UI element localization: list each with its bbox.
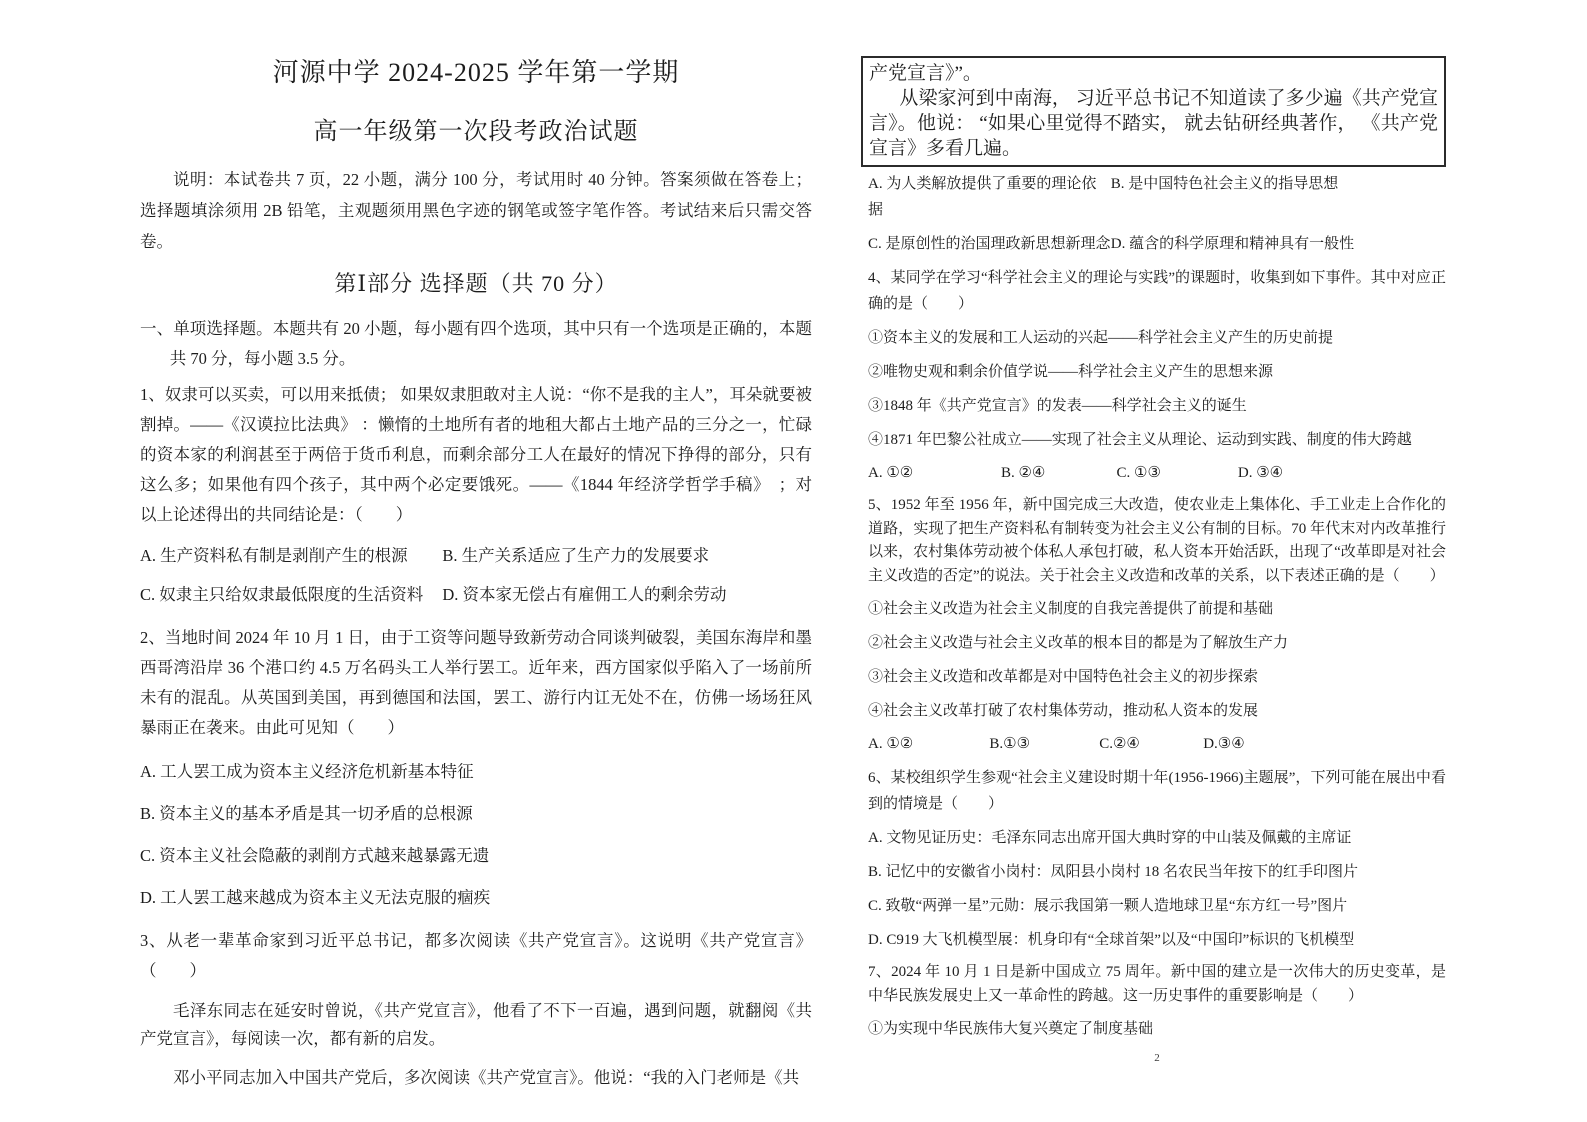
question-4-item-1: ①资本主义的发展和工人运动的兴起——科学社会主义产生的历史前提 — [868, 330, 1334, 346]
question-2-option-b: B. 资本主义的基本矛盾是其一切矛盾的总根源 — [140, 804, 473, 823]
question-4-options-row — [868, 460, 1446, 486]
question-1-option-b: B. 生产关系适应了生产力的发展要求 — [442, 546, 710, 565]
question-4-option-c: C. ①③ — [1116, 465, 1161, 481]
question-2-option-d: D. 工人罢工越来越成为资本主义无法克服的痼疾 — [140, 888, 491, 907]
left-column — [140, 0, 812, 1092]
question-3-option-d: D. 蕴含的科学原理和精神具有一般性 — [1110, 236, 1355, 252]
boxed-text-line-1: 产党宣言》”。 — [869, 63, 982, 84]
question-3-option-c: C. 是原创性的治国理政新思想新理念 — [868, 236, 1111, 252]
question-5-item-4: ④社会主义改革打破了农村集体劳动，推动私人资本的发展 — [868, 703, 1259, 719]
question-3-options-row-1 — [868, 171, 1446, 223]
right-column — [868, 0, 1446, 1064]
question-2-option-c: C. 资本主义社会隐蔽的剥削方式越来越暴露无遗 — [140, 846, 490, 865]
question-4-option-a: A. ①② — [868, 465, 914, 481]
question-5-option-d: D.③④ — [1203, 736, 1245, 752]
question-3-stem: 3、从老一辈革命家到习近平总书记，都多次阅读《共产党宣言》。这说明《共产党宣言》（ ） — [140, 931, 812, 980]
question-1-option-d: D. 资本家无偿占有雇佣工人的剩余劳动 — [442, 585, 727, 604]
question-6-option-d: D. C919 大飞机模型展：机身印有“全球首架”以及“中国印”标识的飞机模型 — [868, 932, 1355, 948]
question-1-options-row-1 — [140, 542, 812, 569]
question-3-option-a: A. 为人类解放提供了重要的理论依据 — [868, 176, 1097, 218]
question-4-item-4: ④1871 年巴黎公社成立——实现了社会主义从理论、运动到实践、制度的伟大跨越 — [868, 432, 1412, 448]
question-6-option-c: C. 致敬“两弹一星”元勋：展示我国第一颗人造地球卫星“东方红一号”图片 — [868, 898, 1348, 914]
page-number: 2 — [1154, 1052, 1160, 1064]
question-6-option-a: A. 文物见证历史：毛泽东同志出席开国大典时穿的中山装及佩戴的主席证 — [868, 830, 1352, 846]
question-3-options-row-2 — [868, 231, 1446, 257]
exam-title: 河源中学 2024-2025 学年第一学期 — [272, 58, 680, 87]
section-intro: 一、单项选择题。本题共有 20 小题，每小题有四个选项，其中只有一个选项是正确的，本题共 70 分，每小题 3.5 分。 — [140, 319, 812, 368]
question-1-option-a: A. 生产资料私有制是剥削产生的根源 — [140, 546, 408, 565]
question-4-option-d: D. ③④ — [1237, 465, 1284, 481]
question-1-stem: 1、奴隶可以买卖，可以用来抵债； 如果奴隶胆敢对主人说：“你不是我的主人”，耳朵就要被割掉。——《汉谟拉比法典》 ：懒惰的土地所有者的地租大都占土地产品的三分之一，忙碌的资本家的利润甚至于两倍于货币利息，而剩余部分工人在最好的情况下挣得的部分，只有这么多；如果他有四个孩子，其中两个必定要饿死。——《1844 年经济学哲学手稿》 ；对以上论述得出的共同结论是：（ ） — [140, 385, 812, 524]
question-3-option-b: B. 是中国特色社会主义的指导思想 — [1110, 176, 1339, 192]
boxed-text-paragraph: 从梁家河到中南海， 习近平总书记不知道读了多少遍《共产党宣言》。他说： “如果心里觉得不踏实， 就去钻研经典著作， 《共产党宣言》多看几遍。 — [869, 88, 1438, 159]
question-6-option-b: B. 记忆中的安徽省小岗村：凤阳县小岗村 18 名农民当年按下的红手印图片 — [868, 864, 1359, 880]
section-heading: 第Ⅰ部分 选择题（共 70 分） — [334, 271, 618, 296]
question-5-item-1: ①社会主义改造为社会主义制度的自我完善提供了前提和基础 — [868, 601, 1274, 617]
question-3-quote-mao: 毛泽东同志在延安时曾说，《共产党宣言》，他看了不下一百遍，遇到问题，就翻阅《共产党宣言》，每阅读一次，都有新的启发。 — [140, 1001, 812, 1048]
question-2-stem: 2、当地时间 2024 年 10 月 1 日，由于工资等问题导致新劳动合同谈判破裂，美国东海岸和墨西哥湾沿岸 36 个港口约 4.5 万名码头工人举行罢工。近年来，西方国家似乎陷入了一场前所未有的混乱。从英国到美国，再到德国和法国，罢工、游行内讧无处不在，仿佛一场场狂风暴雨正在袭来。由此可见知（ ） — [140, 628, 812, 737]
question-4-item-2: ②唯物史观和剩余价值学说——科学社会主义产生的思想来源 — [868, 364, 1274, 380]
question-5-option-a: A. ①② — [868, 736, 914, 752]
question-7-stem: 7、2024 年 10 月 1 日是新中国成立 75 周年。新中国的建立是一次伟大的历史变革，是中华民族发展史上又一革命性的跨越。这一历史事件的重要影响是（ ） — [868, 964, 1446, 1004]
question-5-option-b: B.①③ — [989, 736, 1031, 752]
exam-instructions: 说明：本试卷共 7 页，22 小题，满分 100 分，考试用时 40 分钟。答案须做在答卷上； 选择题填涂须用 2B 铅笔，主观题须用黑色字迹的钢笔或签字笔作答。考试结来后只需交答卷。 — [140, 170, 812, 251]
question-5-stem: 5、1952 年至 1956 年，新中国完成三大改造，使农业走上集体化、手工业走上合作化的道路，实现了把生产资料私有制转变为社会主义公有制的目标。70 年代末对内改革推行以来，农村集体劳动被个体私人承包打破，私人资本开始活跃，出现了“改革即是对社会主义改造的否定”的说法。关于社会主义改造和改革的关系，以下表述正确的是（ ） — [868, 497, 1446, 584]
question-5-option-c: C.②④ — [1099, 736, 1140, 752]
question-4-option-b: B. ②④ — [1000, 465, 1046, 481]
exam-subtitle: 高一年级第一次段考政治试题 — [313, 119, 639, 145]
question-5-item-3: ③社会主义改造和改革都是对中国特色社会主义的初步探索 — [868, 669, 1259, 685]
question-3-quote-deng: 邓小平同志加入中国共产党后，多次阅读《共产党宣言》。他说：“我的入门老师是《共 — [173, 1068, 800, 1087]
question-6-stem: 6、某校组织学生参观“社会主义建设时期十年(1956-1966)主题展”，下列可能在展出中看到的情境是（ ） — [868, 770, 1446, 812]
question-5-options-row — [868, 731, 1446, 757]
question-2-option-a: A. 工人罢工成为资本主义经济危机新基本特征 — [140, 762, 474, 781]
question-1-option-c: C. 奴隶主只给奴隶最低限度的生活资料 — [140, 585, 424, 604]
question-4-stem: 4、某同学在学习“科学社会主义的理论与实践”的课题时，收集到如下事件。其中对应正确的是（ ） — [868, 270, 1446, 312]
question-4-item-3: ③1848 年《共产党宣言》的发表——科学社会主义的诞生 — [868, 398, 1247, 414]
question-5-item-2: ②社会主义改造与社会主义改革的根本目的都是为了解放生产力 — [868, 635, 1289, 651]
question-3-quote-continuation-box — [861, 56, 1446, 167]
question-7-item-1: ①为实现中华民族伟大复兴奠定了制度基础 — [868, 1021, 1154, 1037]
question-1-options-row-2 — [140, 581, 812, 608]
